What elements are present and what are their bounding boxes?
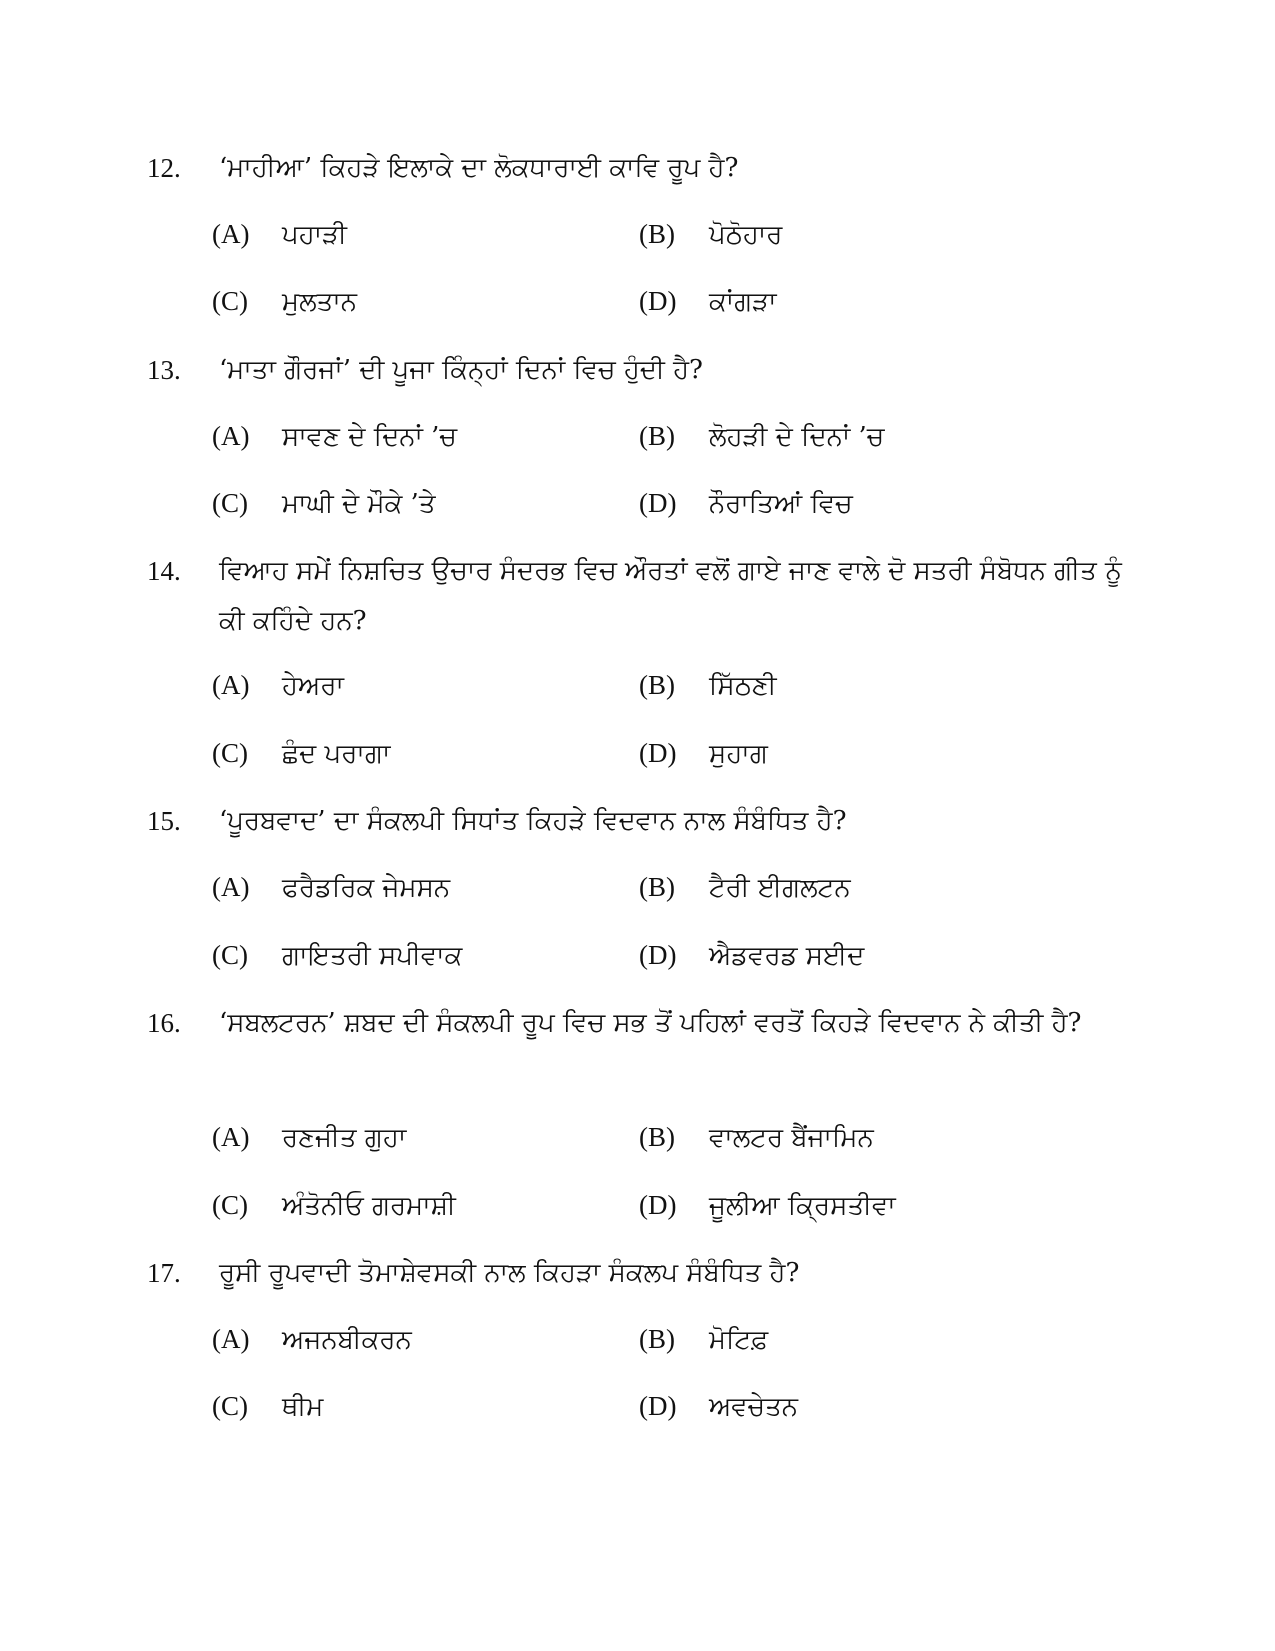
option-b bbox=[639, 1319, 768, 1359]
question-text: ‘ਮਾਹੀਆ’ ਕਿਹੜੇ ਇਲਾਕੇ ਦਾ ਲੋਕਧਾਰਾਈ ਕਾਵਿ ਰੂਪ ਹੈ? bbox=[219, 153, 739, 183]
option-letter: (C) bbox=[212, 286, 248, 316]
option-text: ਸਾਵਣ ਦੇ ਦਿਨਾਂ ’ਚ bbox=[282, 422, 457, 452]
option-letter: (A) bbox=[212, 1324, 250, 1354]
option-letter: (C) bbox=[212, 738, 248, 768]
option-b bbox=[639, 867, 851, 907]
option-letter: (D) bbox=[639, 488, 677, 518]
option-c bbox=[212, 733, 390, 773]
option-text: ਰਣਜੀਤ ਗੁਹਾ bbox=[282, 1123, 407, 1153]
option-letter: (C) bbox=[212, 488, 248, 518]
option-a bbox=[212, 665, 344, 705]
option-a bbox=[212, 1117, 406, 1157]
option-text: ਪਹਾੜੀ bbox=[282, 220, 347, 250]
option-d bbox=[639, 1386, 798, 1426]
option-a bbox=[212, 214, 347, 254]
option-letter: (B) bbox=[639, 421, 675, 451]
option-b bbox=[639, 214, 782, 254]
option-letter: (D) bbox=[639, 1391, 677, 1421]
option-c bbox=[212, 1386, 323, 1426]
option-b bbox=[639, 416, 884, 456]
option-letter: (C) bbox=[212, 1190, 248, 1220]
option-text: ਲੋਹੜੀ ਦੇ ਦਿਨਾਂ ’ਚ bbox=[709, 422, 885, 452]
question-text: ‘ਮਾਤਾ ਗੌਰਜਾਂ’ ਦੀ ਪੂਜਾ ਕਿੰਨ੍ਹਾਂ ਦਿਨਾਂ ਵਿਚ ਹੁੰਦੀ ਹੈ? bbox=[219, 355, 703, 385]
option-c bbox=[212, 935, 462, 975]
option-text: ਅਜਨਬੀਕਰਨ bbox=[282, 1325, 412, 1355]
question-number: 12. bbox=[147, 153, 181, 183]
question-number: 14. bbox=[147, 556, 181, 586]
option-letter: (D) bbox=[639, 940, 677, 970]
option-text: ਮਾਘੀ ਦੇ ਮੌਕੇ ’ਤੇ bbox=[282, 489, 436, 519]
option-text: ਫਰੈਡਰਿਕ ਜੇਮਸਨ bbox=[282, 873, 451, 903]
option-d bbox=[639, 1185, 896, 1225]
option-letter: (B) bbox=[639, 670, 675, 700]
option-letter: (B) bbox=[639, 219, 675, 249]
option-letter: (C) bbox=[212, 940, 248, 970]
option-c bbox=[212, 281, 357, 321]
question-text: ਰੂਸੀ ਰੂਪਵਾਦੀ ਤੋਮਾਸ਼ੇਵਸਕੀ ਨਾਲ ਕਿਹੜਾ ਸੰਕਲਪ ਸੰਬੰਧਿਤ ਹੈ? bbox=[219, 1258, 800, 1288]
option-letter: (C) bbox=[212, 1391, 248, 1421]
question-text: ਵਿਆਹ ਸਮੇਂ ਨਿਸ਼ਚਿਤ ਉਚਾਰ ਸੰਦਰਭ ਵਿਚ ਔਰਤਾਂ ਵਲੋਂ ਗਾਏ ਜਾਣ ਵਾਲੇ ਦੋ ਸਤਰੀ ਸੰਬੋਧਨ ਗੀਤ ਨੂੰ ਕੀ ਕਹਿੰਦੇ ਹਨ? bbox=[219, 556, 1122, 636]
question-number: 13. bbox=[147, 355, 181, 385]
option-a bbox=[212, 1319, 412, 1359]
option-letter: (A) bbox=[212, 872, 250, 902]
option-letter: (A) bbox=[212, 1122, 250, 1152]
option-b bbox=[639, 1117, 874, 1157]
option-text: ਵਾਲਟਰ ਬੈਂਜਾਮਿਨ bbox=[709, 1123, 874, 1153]
option-c bbox=[212, 1185, 456, 1225]
option-letter: (D) bbox=[639, 286, 677, 316]
option-text: ਟੈਰੀ ਈਗਲਟਨ bbox=[709, 873, 851, 903]
option-d bbox=[639, 281, 777, 321]
option-a bbox=[212, 416, 457, 456]
question-text: ‘ਸਬਲਟਰਨ’ ਸ਼ਬਦ ਦੀ ਸੰਕਲਪੀ ਰੂਪ ਵਿਚ ਸਭ ਤੋਂ ਪਹਿਲਾਂ ਵਰਤੋਂ ਕਿਹੜੇ ਵਿਦਵਾਨ ਨੇ ਕੀਤੀ ਹੈ? bbox=[219, 1008, 1082, 1038]
option-text: ਸੁਹਾਗ bbox=[709, 739, 768, 769]
option-letter: (D) bbox=[639, 738, 677, 768]
option-b bbox=[639, 665, 777, 705]
option-d bbox=[639, 935, 864, 975]
option-c bbox=[212, 483, 435, 523]
option-letter: (A) bbox=[212, 219, 250, 249]
question-text: ‘ਪੂਰਬਵਾਦ’ ਦਾ ਸੰਕਲਪੀ ਸਿਧਾਂਤ ਕਿਹੜੇ ਵਿਦਵਾਨ ਨਾਲ ਸੰਬੰਧਿਤ ਹੈ? bbox=[219, 806, 847, 836]
option-text: ਐਡਵਰਡ ਸਈਦ bbox=[709, 941, 865, 971]
option-text: ਅੰਤੋਨੀਓ ਗਰਮਾਸ਼ੀ bbox=[282, 1191, 456, 1221]
question-number: 16. bbox=[147, 1008, 181, 1038]
option-text: ਸਿੱਠਣੀ bbox=[709, 671, 777, 701]
option-text: ਪੋਠੋਹਾਰ bbox=[709, 220, 783, 250]
option-text: ਮੋਟਿਫ਼ bbox=[709, 1325, 769, 1355]
option-text: ਅਵਚੇਤਨ bbox=[709, 1392, 799, 1422]
option-text: ਗਾਇਤਰੀ ਸਪੀਵਾਕ bbox=[282, 941, 463, 971]
option-d bbox=[639, 733, 768, 773]
question-number: 17. bbox=[147, 1258, 181, 1288]
option-letter: (D) bbox=[639, 1190, 677, 1220]
option-text: ਥੀਮ bbox=[282, 1392, 324, 1422]
option-text: ਨੌਰਾਤਿਆਂ ਵਿਚ bbox=[709, 489, 853, 519]
option-text: ਕਾਂਗੜਾ bbox=[709, 287, 777, 317]
option-letter: (B) bbox=[639, 1122, 675, 1152]
option-text: ਜੂਲੀਆ ਕ੍ਰਿਸਤੀਵਾ bbox=[709, 1191, 896, 1221]
option-letter: (A) bbox=[212, 421, 250, 451]
question-number: 15. bbox=[147, 806, 181, 836]
option-letter: (B) bbox=[639, 1324, 675, 1354]
option-letter: (A) bbox=[212, 670, 250, 700]
option-d bbox=[639, 483, 853, 523]
option-letter: (B) bbox=[639, 872, 675, 902]
option-text: ਛੰਦ ਪਰਾਗਾ bbox=[282, 739, 391, 769]
option-text: ਹੇਅਰਾ bbox=[282, 671, 344, 701]
option-text: ਮੁਲਤਾਨ bbox=[282, 287, 358, 317]
option-a bbox=[212, 867, 450, 907]
